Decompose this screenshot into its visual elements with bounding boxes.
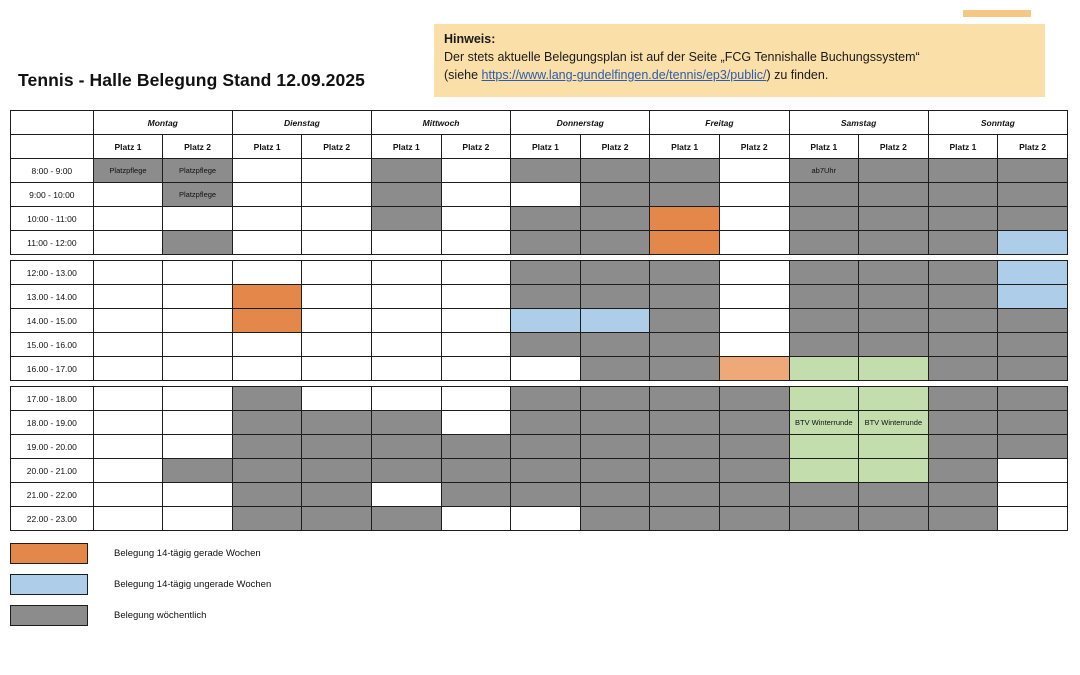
slot-cell[interactable] bbox=[232, 261, 302, 285]
court-header-montag-2: Platz 2 bbox=[163, 135, 233, 159]
legend-label: Belegung wöchentlich bbox=[114, 610, 207, 621]
legend bbox=[10, 543, 271, 636]
table-row bbox=[11, 411, 1068, 435]
slot-cell[interactable] bbox=[859, 183, 929, 207]
slot-cell[interactable] bbox=[511, 387, 581, 411]
legend-item bbox=[10, 605, 271, 626]
slot-cell[interactable] bbox=[93, 411, 163, 435]
slot-cell[interactable] bbox=[998, 261, 1068, 285]
slot-cell[interactable] bbox=[719, 207, 789, 231]
slot-cell[interactable] bbox=[511, 411, 581, 435]
slot-cell[interactable] bbox=[580, 507, 650, 531]
slot-cell[interactable] bbox=[650, 483, 720, 507]
note-line-2-suffix: ) zu finden. bbox=[766, 68, 829, 83]
time-label: 20.00 - 21.00 bbox=[11, 459, 94, 483]
slot-cell[interactable] bbox=[998, 333, 1068, 357]
note-line-2 bbox=[444, 66, 1035, 84]
table-row bbox=[11, 159, 1068, 183]
slot-cell[interactable] bbox=[998, 159, 1068, 183]
court-header-freitag-2: Platz 2 bbox=[719, 135, 789, 159]
slot-cell[interactable] bbox=[580, 207, 650, 231]
slot-cell[interactable] bbox=[93, 333, 163, 357]
slot-cell[interactable] bbox=[163, 411, 233, 435]
slot-cell[interactable] bbox=[650, 285, 720, 309]
slot-cell[interactable] bbox=[719, 387, 789, 411]
schedule-body bbox=[11, 159, 1068, 531]
slot-cell[interactable] bbox=[789, 285, 859, 309]
slot-cell[interactable] bbox=[372, 207, 442, 231]
slot-cell[interactable] bbox=[372, 333, 442, 357]
note-line-1: Der stets aktuelle Belegungsplan ist auf der Seite „FCG Tennishalle Buchungssystem“ bbox=[444, 50, 920, 64]
slot-cell[interactable] bbox=[580, 333, 650, 357]
note-line-2-prefix: (siehe bbox=[444, 68, 482, 83]
slot-cell[interactable] bbox=[998, 435, 1068, 459]
slot-cell[interactable] bbox=[372, 357, 442, 381]
slot-cell[interactable] bbox=[441, 435, 511, 459]
slot-cell[interactable] bbox=[928, 183, 998, 207]
slot-cell[interactable] bbox=[719, 261, 789, 285]
slot-cell[interactable] bbox=[789, 357, 859, 381]
slot-cell[interactable] bbox=[998, 183, 1068, 207]
slot-cell[interactable] bbox=[163, 435, 233, 459]
slot-cell[interactable] bbox=[441, 159, 511, 183]
slot-cell[interactable] bbox=[580, 261, 650, 285]
time-label: 18.00 - 19.00 bbox=[11, 411, 94, 435]
slot-cell[interactable] bbox=[859, 231, 929, 255]
slot-cell[interactable] bbox=[859, 459, 929, 483]
corner-cell bbox=[11, 111, 94, 135]
slot-cell[interactable] bbox=[93, 309, 163, 333]
slot-cell[interactable] bbox=[719, 411, 789, 435]
slot-cell[interactable] bbox=[163, 387, 233, 411]
slot-cell[interactable] bbox=[302, 357, 372, 381]
slot-cell[interactable] bbox=[302, 411, 372, 435]
slot-cell[interactable] bbox=[372, 459, 442, 483]
slot-cell[interactable] bbox=[511, 183, 581, 207]
time-label: 16.00 - 17.00 bbox=[11, 357, 94, 381]
slot-cell[interactable] bbox=[511, 159, 581, 183]
court-header-mittwoch-1: Platz 1 bbox=[372, 135, 442, 159]
slot-cell[interactable] bbox=[580, 387, 650, 411]
slot-cell[interactable] bbox=[859, 285, 929, 309]
day-header-sonntag: Sonntag bbox=[928, 111, 1067, 135]
slot-cell[interactable] bbox=[928, 261, 998, 285]
slot-cell[interactable] bbox=[302, 261, 372, 285]
table-row bbox=[11, 309, 1068, 333]
court-header-samstag-2: Platz 2 bbox=[859, 135, 929, 159]
slot-cell[interactable] bbox=[859, 207, 929, 231]
top-accent-bar bbox=[963, 10, 1031, 17]
slot-cell[interactable] bbox=[719, 309, 789, 333]
slot-cell[interactable] bbox=[928, 459, 998, 483]
slot-cell[interactable] bbox=[302, 333, 372, 357]
slot-cell[interactable] bbox=[372, 261, 442, 285]
slot-cell[interactable] bbox=[580, 459, 650, 483]
slot-cell[interactable] bbox=[232, 387, 302, 411]
court-header-montag-1: Platz 1 bbox=[93, 135, 163, 159]
slot-cell[interactable] bbox=[372, 507, 442, 531]
slot-cell[interactable] bbox=[372, 435, 442, 459]
slot-cell[interactable]: Platzpflege bbox=[163, 159, 233, 183]
slot-cell[interactable] bbox=[163, 261, 233, 285]
slot-cell[interactable] bbox=[928, 387, 998, 411]
table-row bbox=[11, 483, 1068, 507]
time-label: 8:00 - 9:00 bbox=[11, 159, 94, 183]
court-header-dienstag-2: Platz 2 bbox=[302, 135, 372, 159]
slot-cell[interactable] bbox=[93, 207, 163, 231]
legend-label: Belegung 14-tägig ungerade Wochen bbox=[114, 579, 272, 590]
table-row bbox=[11, 261, 1068, 285]
slot-cell[interactable] bbox=[650, 159, 720, 183]
slot-cell[interactable] bbox=[163, 459, 233, 483]
slot-cell[interactable] bbox=[372, 411, 442, 435]
slot-cell[interactable] bbox=[441, 231, 511, 255]
court-header-sonntag-1: Platz 1 bbox=[928, 135, 998, 159]
time-label: 13.00 - 14.00 bbox=[11, 285, 94, 309]
day-header-montag: Montag bbox=[93, 111, 232, 135]
slot-cell[interactable]: BTV Winterrunde bbox=[789, 411, 859, 435]
slot-cell[interactable] bbox=[163, 207, 233, 231]
slot-cell[interactable] bbox=[650, 333, 720, 357]
court-header-dienstag-1: Platz 1 bbox=[232, 135, 302, 159]
slot-cell[interactable] bbox=[789, 507, 859, 531]
slot-cell[interactable] bbox=[719, 483, 789, 507]
slot-cell[interactable] bbox=[93, 387, 163, 411]
corner-cell-2 bbox=[11, 135, 94, 159]
legend-item bbox=[10, 574, 271, 595]
court-header-donnerstag-1: Platz 1 bbox=[511, 135, 581, 159]
time-label: 22.00 - 23.00 bbox=[11, 507, 94, 531]
slot-cell[interactable] bbox=[928, 231, 998, 255]
slot-cell[interactable] bbox=[650, 261, 720, 285]
slot-cell[interactable] bbox=[93, 459, 163, 483]
slot-cell[interactable] bbox=[302, 483, 372, 507]
slot-cell[interactable] bbox=[441, 333, 511, 357]
slot-cell[interactable] bbox=[232, 483, 302, 507]
slot-cell[interactable] bbox=[302, 231, 372, 255]
slot-cell[interactable] bbox=[580, 357, 650, 381]
slot-cell[interactable] bbox=[719, 285, 789, 309]
slot-cell[interactable] bbox=[372, 231, 442, 255]
slot-cell[interactable] bbox=[580, 285, 650, 309]
slot-cell[interactable] bbox=[719, 159, 789, 183]
slot-cell[interactable] bbox=[859, 309, 929, 333]
slot-cell[interactable] bbox=[580, 435, 650, 459]
slot-cell[interactable] bbox=[372, 483, 442, 507]
slot-cell[interactable] bbox=[163, 309, 233, 333]
slot-cell[interactable] bbox=[789, 333, 859, 357]
slot-cell[interactable]: ab7Uhr bbox=[789, 159, 859, 183]
slot-cell[interactable] bbox=[928, 411, 998, 435]
slot-cell[interactable] bbox=[789, 483, 859, 507]
slot-cell[interactable] bbox=[232, 333, 302, 357]
time-label: 14.00 - 15.00 bbox=[11, 309, 94, 333]
slot-cell[interactable] bbox=[998, 507, 1068, 531]
table-row bbox=[11, 285, 1068, 309]
slot-cell[interactable] bbox=[789, 309, 859, 333]
slot-cell[interactable] bbox=[719, 357, 789, 381]
slot-cell[interactable] bbox=[789, 387, 859, 411]
slot-cell[interactable] bbox=[998, 411, 1068, 435]
slot-cell[interactable] bbox=[998, 231, 1068, 255]
slot-cell[interactable] bbox=[232, 285, 302, 309]
slot-cell[interactable] bbox=[859, 387, 929, 411]
court-header-mittwoch-2: Platz 2 bbox=[441, 135, 511, 159]
slot-cell[interactable] bbox=[650, 183, 720, 207]
slot-cell[interactable] bbox=[232, 411, 302, 435]
booking-system-link[interactable]: https://www.lang-gundelfingen.de/tennis/ep3/public/ bbox=[481, 68, 767, 83]
slot-cell[interactable] bbox=[859, 507, 929, 531]
slot-cell[interactable] bbox=[650, 435, 720, 459]
slot-cell[interactable] bbox=[650, 507, 720, 531]
note-box bbox=[434, 24, 1045, 97]
slot-cell[interactable] bbox=[928, 483, 998, 507]
slot-cell[interactable] bbox=[93, 435, 163, 459]
day-header-row bbox=[11, 111, 1068, 135]
slot-cell[interactable]: BTV Winterrunde bbox=[859, 411, 929, 435]
slot-cell[interactable] bbox=[232, 435, 302, 459]
time-label: 17.00 - 18.00 bbox=[11, 387, 94, 411]
slot-cell[interactable] bbox=[441, 411, 511, 435]
slot-cell[interactable] bbox=[650, 309, 720, 333]
slot-cell[interactable] bbox=[441, 285, 511, 309]
table-row bbox=[11, 435, 1068, 459]
slot-cell[interactable] bbox=[93, 285, 163, 309]
slot-cell[interactable] bbox=[859, 261, 929, 285]
court-header-samstag-1: Platz 1 bbox=[789, 135, 859, 159]
time-label: 10:00 - 11:00 bbox=[11, 207, 94, 231]
slot-cell[interactable] bbox=[232, 459, 302, 483]
slot-cell[interactable] bbox=[302, 459, 372, 483]
note-title: Hinweis: bbox=[444, 32, 496, 46]
court-header-row bbox=[11, 135, 1068, 159]
slot-cell[interactable] bbox=[650, 459, 720, 483]
time-label: 19.00 - 20.00 bbox=[11, 435, 94, 459]
slot-cell[interactable] bbox=[928, 435, 998, 459]
time-label: 9:00 - 10:00 bbox=[11, 183, 94, 207]
day-header-freitag: Freitag bbox=[650, 111, 789, 135]
day-header-mittwoch: Mittwoch bbox=[372, 111, 511, 135]
slot-cell[interactable] bbox=[928, 309, 998, 333]
court-header-freitag-1: Platz 1 bbox=[650, 135, 720, 159]
slot-cell[interactable] bbox=[998, 459, 1068, 483]
slot-cell[interactable] bbox=[580, 483, 650, 507]
slot-cell[interactable] bbox=[163, 357, 233, 381]
slot-cell[interactable] bbox=[302, 309, 372, 333]
slot-cell[interactable] bbox=[441, 459, 511, 483]
slot-cell[interactable] bbox=[719, 435, 789, 459]
slot-cell[interactable] bbox=[93, 483, 163, 507]
slot-cell[interactable] bbox=[650, 207, 720, 231]
slot-cell[interactable] bbox=[719, 231, 789, 255]
slot-cell[interactable] bbox=[232, 159, 302, 183]
slot-cell[interactable] bbox=[441, 357, 511, 381]
slot-cell[interactable] bbox=[789, 459, 859, 483]
slot-cell[interactable] bbox=[859, 159, 929, 183]
legend-swatch-week bbox=[10, 605, 88, 626]
slot-cell[interactable] bbox=[163, 507, 233, 531]
slot-cell[interactable] bbox=[511, 333, 581, 357]
slot-cell[interactable] bbox=[511, 207, 581, 231]
slot-cell[interactable] bbox=[441, 207, 511, 231]
slot-cell[interactable] bbox=[511, 507, 581, 531]
slot-cell[interactable] bbox=[93, 231, 163, 255]
page-title: Tennis - Halle Belegung Stand 12.09.2025 bbox=[18, 70, 365, 90]
slot-cell[interactable] bbox=[302, 435, 372, 459]
slot-cell[interactable] bbox=[511, 231, 581, 255]
slot-cell[interactable] bbox=[511, 357, 581, 381]
legend-swatch-even bbox=[10, 543, 88, 564]
table-row bbox=[11, 459, 1068, 483]
slot-cell[interactable] bbox=[441, 261, 511, 285]
table-row bbox=[11, 507, 1068, 531]
slot-cell[interactable] bbox=[719, 507, 789, 531]
slot-cell[interactable] bbox=[441, 183, 511, 207]
slot-cell[interactable] bbox=[859, 435, 929, 459]
slot-cell[interactable] bbox=[580, 159, 650, 183]
slot-cell[interactable] bbox=[511, 309, 581, 333]
slot-cell[interactable] bbox=[163, 285, 233, 309]
slot-cell[interactable] bbox=[650, 411, 720, 435]
court-header-sonntag-2: Platz 2 bbox=[998, 135, 1068, 159]
schedule-table bbox=[10, 110, 1068, 531]
slot-cell[interactable] bbox=[719, 333, 789, 357]
slot-cell[interactable] bbox=[232, 183, 302, 207]
slot-cell[interactable] bbox=[441, 483, 511, 507]
slot-cell[interactable] bbox=[93, 261, 163, 285]
slot-cell[interactable] bbox=[789, 207, 859, 231]
slot-cell[interactable] bbox=[441, 507, 511, 531]
slot-cell[interactable] bbox=[511, 261, 581, 285]
table-row bbox=[11, 387, 1068, 411]
slot-cell[interactable] bbox=[511, 483, 581, 507]
slot-cell[interactable] bbox=[650, 231, 720, 255]
slot-cell[interactable] bbox=[928, 507, 998, 531]
table-row bbox=[11, 231, 1068, 255]
slot-cell[interactable] bbox=[998, 207, 1068, 231]
slot-cell[interactable] bbox=[859, 333, 929, 357]
slot-cell[interactable] bbox=[93, 507, 163, 531]
slot-cell[interactable] bbox=[232, 309, 302, 333]
slot-cell[interactable] bbox=[302, 183, 372, 207]
day-header-dienstag: Dienstag bbox=[232, 111, 371, 135]
slot-cell[interactable] bbox=[372, 309, 442, 333]
slot-cell[interactable] bbox=[859, 357, 929, 381]
slot-cell[interactable] bbox=[511, 285, 581, 309]
schedule-head bbox=[11, 111, 1068, 159]
slot-cell[interactable] bbox=[302, 159, 372, 183]
time-label: 15.00 - 16.00 bbox=[11, 333, 94, 357]
slot-cell[interactable] bbox=[232, 231, 302, 255]
slot-cell[interactable] bbox=[998, 387, 1068, 411]
legend-label: Belegung 14-tägig gerade Wochen bbox=[114, 548, 261, 559]
slot-cell[interactable] bbox=[650, 357, 720, 381]
slot-cell[interactable] bbox=[232, 357, 302, 381]
slot-cell[interactable] bbox=[302, 207, 372, 231]
table-row bbox=[11, 207, 1068, 231]
slot-cell[interactable] bbox=[163, 483, 233, 507]
slot-cell[interactable] bbox=[372, 183, 442, 207]
slot-cell[interactable] bbox=[998, 309, 1068, 333]
slot-cell[interactable] bbox=[719, 183, 789, 207]
slot-cell[interactable] bbox=[580, 183, 650, 207]
slot-cell[interactable] bbox=[789, 231, 859, 255]
slot-cell[interactable] bbox=[511, 435, 581, 459]
slot-cell[interactable]: Platzpflege bbox=[93, 159, 163, 183]
slot-cell[interactable] bbox=[789, 261, 859, 285]
slot-cell[interactable] bbox=[93, 183, 163, 207]
table-row bbox=[11, 357, 1068, 381]
legend-swatch-odd bbox=[10, 574, 88, 595]
slot-cell[interactable] bbox=[789, 183, 859, 207]
slot-cell[interactable] bbox=[163, 231, 233, 255]
day-header-samstag: Samstag bbox=[789, 111, 928, 135]
slot-cell[interactable] bbox=[580, 309, 650, 333]
slot-cell[interactable] bbox=[928, 357, 998, 381]
slot-cell[interactable] bbox=[372, 387, 442, 411]
slot-cell[interactable] bbox=[789, 435, 859, 459]
table-row bbox=[11, 183, 1068, 207]
slot-cell[interactable] bbox=[302, 507, 372, 531]
slot-cell[interactable] bbox=[928, 207, 998, 231]
time-label: 11:00 - 12:00 bbox=[11, 231, 94, 255]
time-label: 12:00 - 13.00 bbox=[11, 261, 94, 285]
slot-cell[interactable] bbox=[928, 159, 998, 183]
slot-cell[interactable] bbox=[580, 411, 650, 435]
court-header-donnerstag-2: Platz 2 bbox=[580, 135, 650, 159]
slot-cell[interactable] bbox=[928, 285, 998, 309]
slot-cell[interactable] bbox=[372, 285, 442, 309]
slot-cell[interactable] bbox=[232, 507, 302, 531]
slot-cell[interactable] bbox=[580, 231, 650, 255]
slot-cell[interactable] bbox=[93, 357, 163, 381]
slot-cell[interactable] bbox=[650, 387, 720, 411]
slot-cell[interactable] bbox=[998, 483, 1068, 507]
slot-cell[interactable]: Platzpflege bbox=[163, 183, 233, 207]
day-header-donnerstag: Donnerstag bbox=[511, 111, 650, 135]
slot-cell[interactable] bbox=[372, 159, 442, 183]
slot-cell[interactable] bbox=[441, 309, 511, 333]
legend-item bbox=[10, 543, 271, 564]
time-label: 21.00 - 22.00 bbox=[11, 483, 94, 507]
slot-cell[interactable] bbox=[163, 333, 233, 357]
slot-cell[interactable] bbox=[928, 333, 998, 357]
slot-cell[interactable] bbox=[998, 285, 1068, 309]
slot-cell[interactable] bbox=[302, 387, 372, 411]
slot-cell[interactable] bbox=[511, 459, 581, 483]
slot-cell[interactable] bbox=[859, 483, 929, 507]
slot-cell[interactable] bbox=[441, 387, 511, 411]
slot-cell[interactable] bbox=[719, 459, 789, 483]
table-row bbox=[11, 333, 1068, 357]
slot-cell[interactable] bbox=[302, 285, 372, 309]
slot-cell[interactable] bbox=[232, 207, 302, 231]
slot-cell[interactable] bbox=[998, 357, 1068, 381]
